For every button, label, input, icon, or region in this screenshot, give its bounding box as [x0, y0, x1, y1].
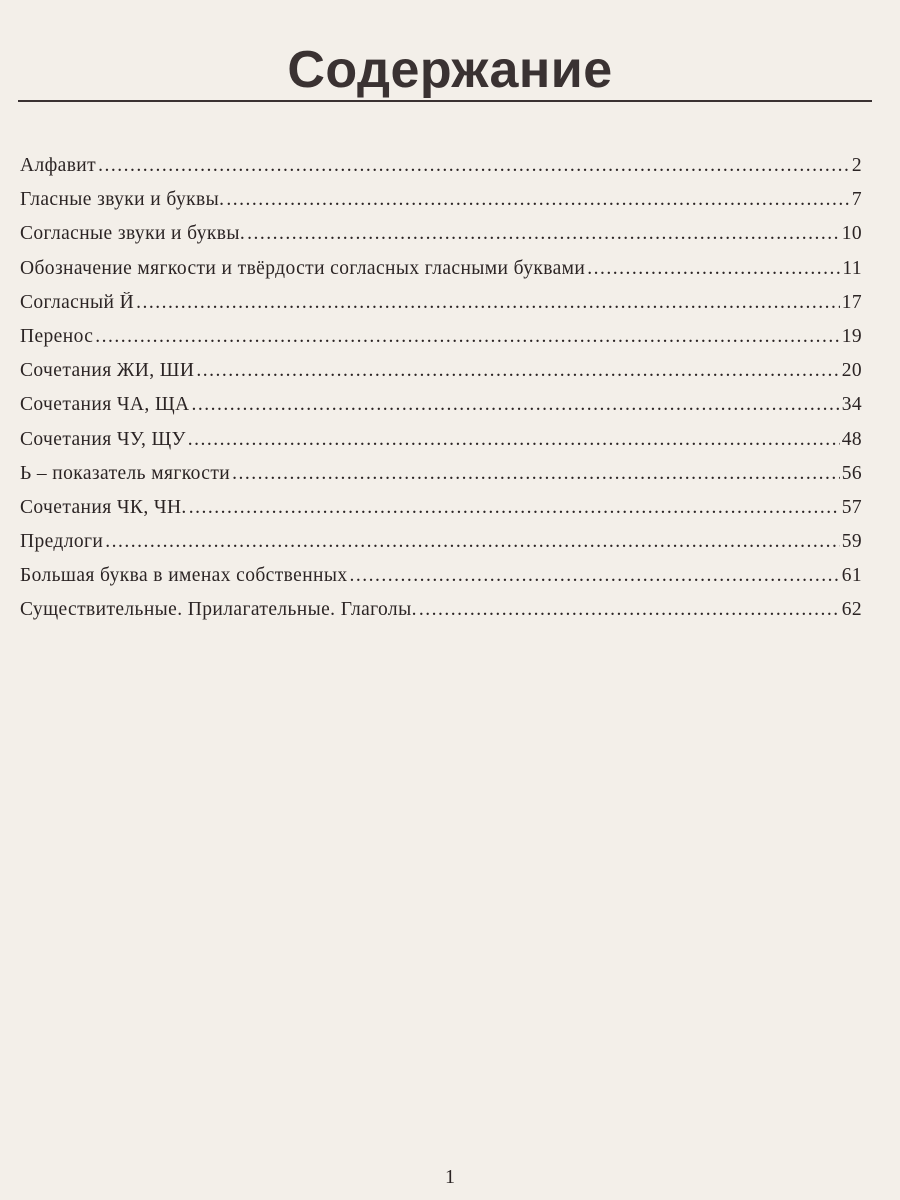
dot-leader [247, 223, 840, 245]
page-number: 1 [445, 1166, 455, 1188]
dot-leader [232, 463, 840, 485]
dot-leader [419, 599, 840, 621]
toc-entry[interactable] [20, 292, 862, 326]
dot-leader [188, 429, 840, 451]
toc-entry-page: 62 [841, 599, 862, 621]
toc-entry-label: Сочетания ЧУ, ЩУ [20, 428, 186, 450]
dot-leader [196, 360, 839, 382]
toc-entry-label: Согласные звуки и буквы. [20, 223, 246, 245]
toc-entry-page: 20 [841, 360, 862, 382]
toc-entry-page: 56 [841, 462, 862, 484]
dot-leader [350, 565, 840, 587]
dot-leader [226, 189, 849, 211]
toc-entry[interactable] [20, 531, 862, 565]
toc-entry[interactable] [20, 155, 862, 189]
page-title: Содержание [287, 41, 613, 99]
toc-entry-page: 19 [841, 325, 862, 347]
table-of-contents [20, 155, 862, 634]
toc-entry-page: 2 [851, 155, 862, 176]
toc-entry-label: Обозначение мягкости и твёрдости согласных гласными буквами [20, 257, 586, 279]
toc-entry-page: 11 [842, 257, 862, 279]
dot-leader [192, 394, 840, 416]
dot-leader [587, 258, 840, 280]
toc-entry-label: Алфавит [20, 155, 97, 176]
dot-leader [95, 326, 839, 348]
toc-entry-page: 48 [841, 428, 862, 450]
title-divider [18, 100, 872, 102]
toc-entry[interactable] [20, 565, 862, 599]
toc-entry[interactable] [20, 429, 862, 463]
toc-entry-label: Большая буква в именах собственных [20, 565, 348, 587]
toc-entry-page: 10 [841, 223, 862, 245]
toc-entry-page: 7 [851, 189, 862, 211]
dot-leader [98, 155, 850, 177]
toc-entry[interactable] [20, 360, 862, 394]
dot-leader [189, 497, 840, 519]
toc-entry-label: Согласный Й [20, 291, 135, 313]
toc-entry-label: Сочетания ЧА, ЩА [20, 394, 190, 416]
toc-entry[interactable] [20, 394, 862, 428]
toc-entry[interactable] [20, 223, 862, 257]
toc-entry[interactable] [20, 463, 862, 497]
toc-entry[interactable] [20, 326, 862, 360]
toc-entry-label: Перенос [20, 325, 94, 347]
toc-entry-page: 57 [841, 496, 862, 518]
toc-entry-label: Существительные. Прилагательные. Глаголы. [20, 599, 417, 621]
dot-leader [136, 292, 840, 314]
toc-entry-label: Ь – показатель мягкости [20, 462, 231, 484]
toc-entry-label: Предлоги [20, 531, 104, 553]
toc-entry-page: 59 [841, 531, 862, 553]
toc-entry[interactable] [20, 189, 862, 223]
toc-entry-label: Сочетания ЧК, ЧН. [20, 496, 187, 518]
toc-entry[interactable] [20, 258, 862, 292]
toc-entry-page: 61 [841, 565, 862, 587]
toc-entry-page: 17 [841, 291, 862, 313]
dot-leader [105, 531, 839, 553]
toc-entry-page: 34 [841, 394, 862, 416]
toc-entry-label: Сочетания ЖИ, ШИ [20, 360, 195, 382]
toc-entry[interactable] [20, 497, 862, 531]
toc-entry-label: Гласные звуки и буквы. [20, 189, 225, 211]
toc-entry[interactable] [20, 599, 862, 633]
